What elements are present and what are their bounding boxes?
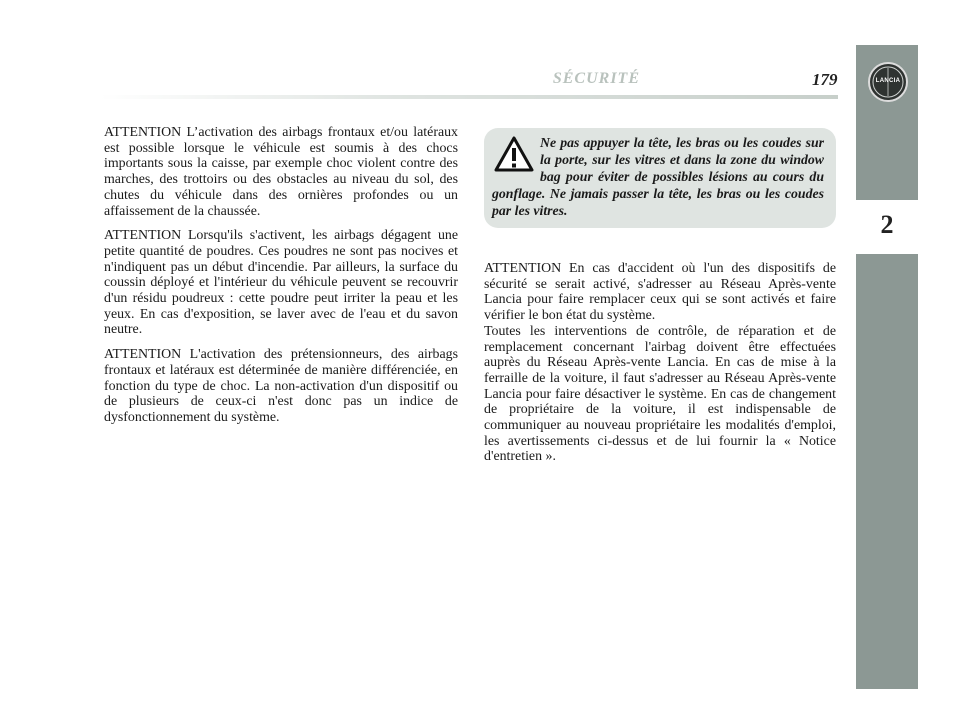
page-number: 179 [812,70,838,89]
chapter-marker [856,200,918,254]
header-divider [100,95,838,99]
paragraph: ATTENTION En cas d'accident où l'un des dispositifs de sécurité se serait activé, s'adresser au Réseau Après-vente Lancia pour faire remplacer ceux qui se sont activés et faire vérifier le bon état du système. [484,261,836,324]
chapter-side-tab [856,45,918,689]
warning-text-container [492,134,824,219]
chapter-number: 2 [880,210,894,239]
warning-box [484,128,836,228]
left-column [104,125,458,435]
right-column [484,261,836,465]
paragraph: ATTENTION L’activation des airbags frontaux et/ou latéraux est possible lorsque le véhicule est soumis à des chocs importants sous la caisse, par exemple choc violent contre des marches, des trottoirs ou des obstacles au niveau du sol, des chutes du véhicule dans des ornières profondes ou un affaissement de la chaussée. [104,125,458,219]
paragraph: ATTENTION Lorsqu'ils s'activent, les airbags dégagent une petite quantité de poudres. Ces poudres ne sont pas nocives et n'indiquent pas un début d'incendie. Par ailleurs, la surface du coussin déployé et l'intérieur du véhicule peuvent se recouvrir d'un résidu poudreux : cette poudre peut irriter la peau et les yeux. En cas d'exposition, se laver avec de l'eau et du savon neutre. [104,228,458,338]
logo-text: LANCIA [875,78,901,84]
section-title: SÉCURITÉ [552,70,640,87]
warning-text: Ne pas appuyer la tête, les bras ou les coudes sur la porte, sur les vitres et dans la zone du window bag pour éviter de possibles lésions au cours du gonflage. Ne jamais passer la tête, les bras ou les coudes par les vitres. [492,135,824,218]
paragraph: ATTENTION L'activation des prétensionneurs, des airbags frontaux et latéraux est déterminée de manière différenciée, en fonction du type de choc. La non-activation d'un dispositif ou de plusieurs de ceux-ci n'est donc pas un indice de dysfonctionnement du système. [104,347,458,425]
lancia-logo [868,62,908,102]
paragraph: Toutes les interventions de contrôle, de réparation et de remplacement concernant l'airbag doivent être effectuées auprès du Réseau Après-vente Lancia. En cas de mise à la ferraille de la voiture, il faut s'adresser au Réseau Après-vente Lancia pour faire désactiver le système. En cas de changement de propriétaire de la voiture, il est indispensable de communiquer au nouveau propriétaire les modalités d'emploi, les avertissements ci-dessus et de lui fournir la « Notice d'entretien ». [484,323,836,465]
